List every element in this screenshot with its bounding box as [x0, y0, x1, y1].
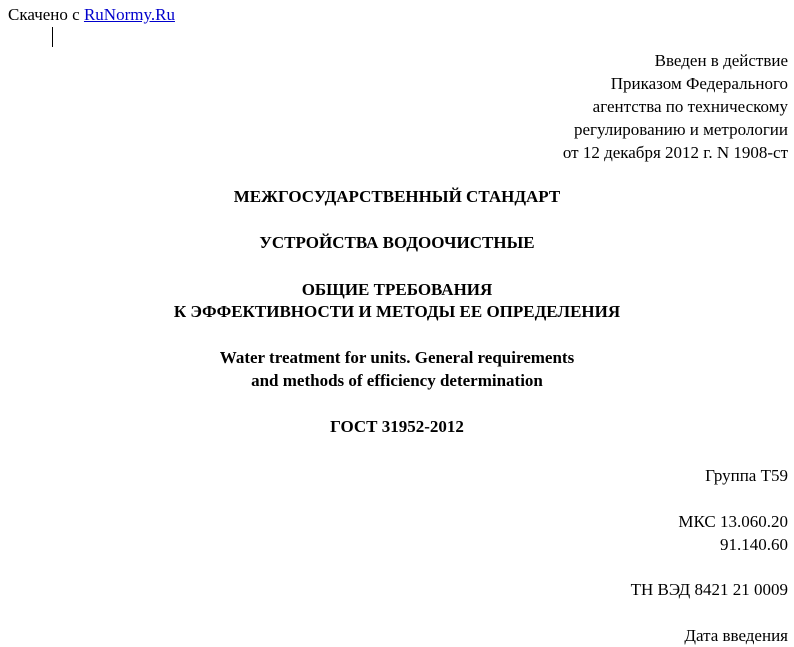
approval-line: регулированию и метрологии — [573, 120, 788, 139]
approval-block — [563, 49, 788, 164]
source-link[interactable]: RuNormy.Ru — [83, 5, 175, 24]
mks-code-line: МКС 13.060.20 — [678, 512, 788, 531]
standard-code: ГОСТ 31952-2012 — [330, 417, 464, 436]
english-title-line2: and methods of efficiency determination — [251, 371, 543, 390]
group-code: Группа Т59 — [705, 466, 788, 485]
approval-line: от 12 декабря 2012 г. N 1908-ст — [562, 143, 788, 162]
approval-line: агентства по техническому — [592, 97, 788, 116]
mks-code-line: 91.140.60 — [720, 535, 788, 554]
approval-line: Введен в действие — [654, 51, 788, 70]
document-subtitle-line1: ОБЩИЕ ТРЕБОВАНИЯ — [301, 280, 493, 299]
approval-line: Приказом Федерального — [610, 74, 788, 93]
mks-codes — [678, 510, 788, 556]
source-line — [8, 5, 175, 25]
document-title: УСТРОЙСТВА ВОДООЧИСТНЫЕ — [259, 233, 535, 252]
standard-type: МЕЖГОСУДАРСТВЕННЫЙ СТАНДАРТ — [233, 187, 561, 206]
text-cursor — [52, 27, 53, 47]
source-prefix: Скачено с — [8, 5, 84, 24]
tn-ved-code: ТН ВЭД 8421 21 0009 — [630, 580, 788, 599]
intro-date-label: Дата введения — [684, 626, 788, 645]
document-subtitle-line2: К ЭФФЕКТИВНОСТИ И МЕТОДЫ ЕЕ ОПРЕДЕЛЕНИЯ — [173, 302, 621, 321]
english-title-line1: Water treatment for units. General requirements — [219, 348, 575, 367]
